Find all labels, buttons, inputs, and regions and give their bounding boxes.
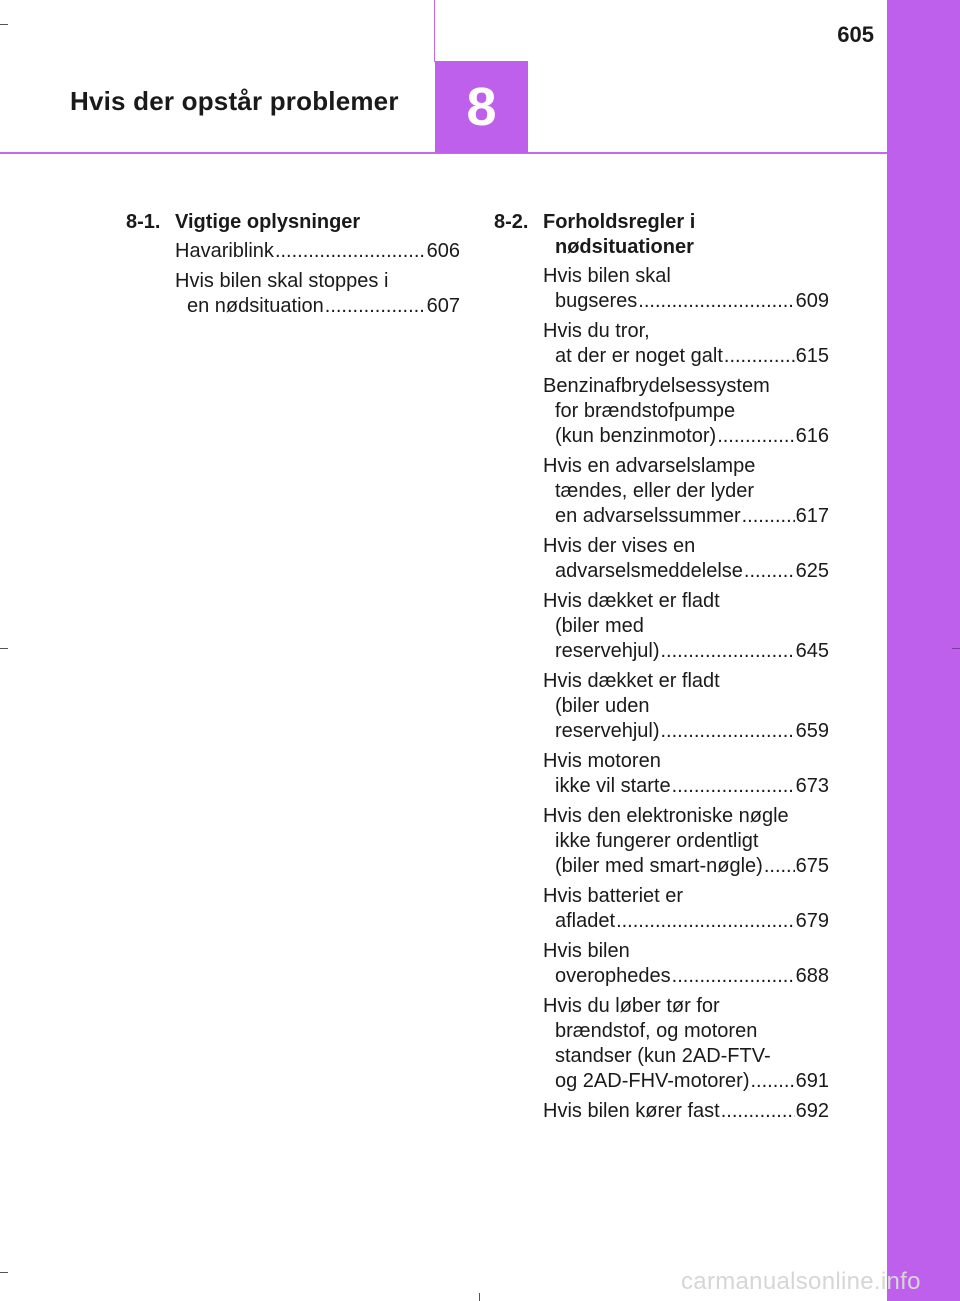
toc-entry-text: ikke vil starte [555, 775, 671, 797]
toc-entry-line [543, 454, 829, 479]
toc-page-number[interactable]: 675 [795, 855, 829, 877]
toc-entry-line [543, 774, 829, 799]
dot-leader [638, 289, 794, 314]
toc-entry-line [543, 344, 829, 369]
toc-entry-text: Hvis den elektroniske nøgle [543, 805, 789, 827]
crop-mark [0, 648, 8, 649]
toc-entry-line [543, 639, 829, 664]
toc-entry[interactable] [543, 319, 829, 369]
toc-entry-line [543, 479, 829, 504]
dot-leader [717, 424, 794, 449]
toc-entry-line [543, 939, 829, 964]
toc-entry[interactable] [543, 994, 829, 1094]
watermark: carmanualsonline.info [681, 1268, 921, 1295]
toc-entry-text: Hvis bilen skal stoppes i [175, 270, 389, 292]
dot-leader [742, 504, 795, 529]
toc-entry[interactable] [175, 239, 460, 264]
chapter-title: Hvis der opstår problemer [70, 86, 399, 116]
toc-page-number[interactable]: 692 [795, 1100, 829, 1122]
toc-entry-text: Hvis en advarselslampe [543, 455, 756, 477]
toc-entry-text: Hvis dækket er fladt [543, 590, 720, 612]
toc-entry[interactable] [543, 1099, 829, 1124]
toc-entries [126, 239, 460, 319]
toc-entry-text: ikke fungerer ordentligt [555, 830, 759, 852]
toc-page-number[interactable]: 688 [795, 965, 829, 987]
toc-page-number[interactable]: 617 [795, 505, 829, 527]
toc-entry-line [543, 994, 829, 1019]
toc-page-number[interactable]: 606 [426, 240, 460, 262]
toc-entry-line [543, 804, 829, 829]
toc-entry-line [543, 319, 829, 344]
dot-leader [751, 1069, 795, 1094]
toc-entry-text: standser (kun 2AD-FTV- [555, 1045, 771, 1067]
toc-section-8-1 [126, 210, 460, 324]
section-number: 8-2. [494, 211, 529, 233]
toc-entry-line [543, 669, 829, 694]
toc-entry[interactable] [543, 939, 829, 989]
toc-entry-line [543, 289, 829, 314]
section-title: Forholdsregler i nødsituationer [543, 211, 696, 258]
dot-leader [275, 239, 426, 264]
toc-entry-text: Hvis batteriet er [543, 885, 684, 907]
crop-mark [0, 1272, 8, 1273]
toc-entry-line [175, 294, 460, 319]
toc-entry[interactable] [543, 804, 829, 879]
toc-entry-line [543, 694, 829, 719]
toc-entry-text: Hvis motoren [543, 750, 661, 772]
toc-entry[interactable] [175, 269, 460, 319]
toc-entry-text: for brændstofpumpe [555, 400, 736, 422]
dot-leader [724, 344, 795, 369]
toc-entry-text: Hvis bilen [543, 940, 630, 962]
toc-entry-text: reservehjul) [555, 640, 660, 662]
toc-entry-line [543, 399, 829, 424]
dot-leader [744, 559, 795, 584]
crop-mark [0, 24, 8, 25]
toc-page-number[interactable]: 607 [426, 295, 460, 317]
toc-page-number[interactable]: 616 [795, 425, 829, 447]
toc-section-8-2 [494, 210, 829, 1129]
toc-entry-line [543, 909, 829, 934]
toc-entry[interactable] [543, 749, 829, 799]
toc-entry-text: (biler med [555, 615, 644, 637]
dot-leader [660, 719, 794, 744]
crop-mark [479, 1293, 480, 1301]
toc-entry-text: Benzinafbrydelsessystem [543, 375, 770, 397]
dot-leader [616, 909, 795, 934]
toc-entry-text: og 2AD-FHV-motorer) [555, 1070, 750, 1092]
toc-entry-text: Havariblink [175, 240, 274, 262]
toc-entry-text: (biler med smart-nøgle) [555, 855, 763, 877]
chapter-side-tab [887, 0, 960, 1301]
toc-entry-text: Hvis du tror, [543, 320, 650, 342]
toc-entry-text: brændstof, og motoren [555, 1020, 758, 1042]
dot-leader [660, 639, 794, 664]
toc-entry-line [543, 1019, 829, 1044]
toc-entry-text: (biler uden [555, 695, 650, 717]
toc-entry[interactable] [543, 669, 829, 744]
toc-entry-text: at der er noget galt [555, 345, 723, 367]
page-number: 605 [837, 22, 874, 47]
toc-entry-text: tændes, eller der lyder [555, 480, 754, 502]
toc-entries [494, 264, 829, 1124]
toc-entry[interactable] [543, 374, 829, 449]
toc-page-number[interactable]: 691 [795, 1070, 829, 1092]
toc-page-number[interactable]: 625 [795, 560, 829, 582]
toc-entry[interactable] [543, 589, 829, 664]
toc-entry-text: reservehjul) [555, 720, 660, 742]
toc-entry-text: afladet [555, 910, 616, 932]
chapter-number-badge: 8 [435, 61, 528, 153]
toc-entry-text: Hvis bilen skal [543, 265, 671, 287]
toc-entry-line [543, 614, 829, 639]
dot-leader [721, 1099, 795, 1124]
section-number: 8-1. [126, 211, 161, 233]
toc-entry-line [543, 534, 829, 559]
toc-page-number[interactable]: 609 [795, 290, 829, 312]
toc-entry-text: (kun benzinmotor) [555, 425, 717, 447]
toc-page-number[interactable]: 615 [795, 345, 829, 367]
toc-entry-line [543, 964, 829, 989]
toc-entry-line [543, 504, 829, 529]
toc-entry-line [543, 829, 829, 854]
toc-entry-line [543, 1044, 829, 1069]
toc-entry-text: en nødsituation [187, 295, 324, 317]
toc-page-number[interactable]: 659 [795, 720, 829, 742]
dot-leader [764, 854, 795, 879]
toc-entry[interactable] [543, 884, 829, 934]
toc-entry[interactable] [543, 264, 829, 314]
toc-entry-line [543, 749, 829, 774]
toc-entry-text: Hvis der vises en [543, 535, 696, 557]
toc-entry-line [543, 374, 829, 399]
toc-entry[interactable] [543, 454, 829, 529]
toc-entry-text: Hvis dækket er fladt [543, 670, 720, 692]
toc-entry[interactable] [543, 534, 829, 584]
toc-entry-text: Hvis bilen kører fast [543, 1100, 720, 1122]
toc-entry-line [543, 719, 829, 744]
toc-entry-line [543, 559, 829, 584]
toc-page-number[interactable]: 645 [795, 640, 829, 662]
toc-entry-text: overophedes [555, 965, 671, 987]
toc-entry-line [543, 884, 829, 909]
header-vertical-divider [434, 0, 435, 62]
toc-entry-line [543, 1069, 829, 1094]
toc-entry-text: bugseres [555, 290, 638, 312]
toc-entry-line [543, 264, 829, 289]
toc-entry-text: Hvis du løber tør for [543, 995, 720, 1017]
toc-entry-line [543, 424, 829, 449]
toc-entry-line [543, 854, 829, 879]
toc-entry-line [175, 239, 460, 264]
dot-leader [325, 294, 426, 319]
section-heading [494, 210, 829, 260]
crop-mark [952, 648, 960, 649]
toc-entry-line [543, 1099, 829, 1124]
toc-page-number[interactable]: 673 [795, 775, 829, 797]
section-title: Vigtige oplysninger [175, 211, 361, 233]
toc-entry-line [175, 269, 460, 294]
dot-leader [672, 964, 795, 989]
toc-entry-text: en advarselssummer [555, 505, 741, 527]
toc-entry-text: advarselsmeddelelse [555, 560, 743, 582]
toc-entry-line [543, 589, 829, 614]
toc-page-number[interactable]: 679 [795, 910, 829, 932]
dot-leader [672, 774, 795, 799]
section-heading [126, 210, 460, 235]
